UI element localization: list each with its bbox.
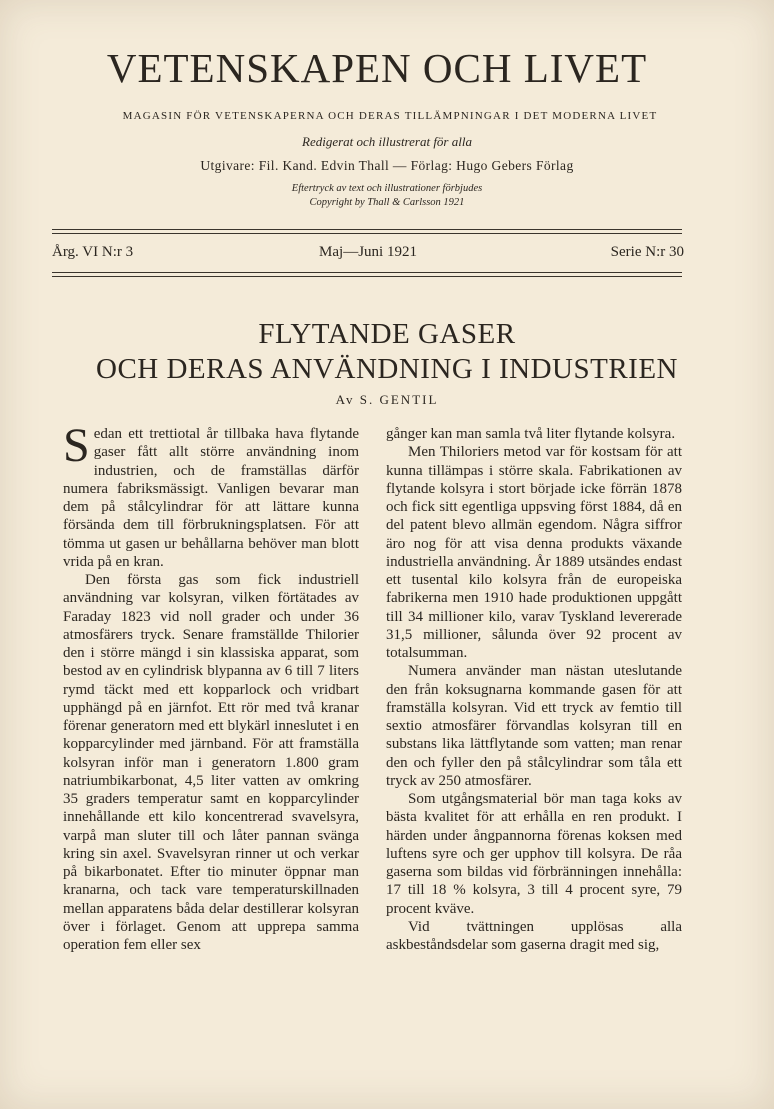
paragraph: Den första gas som fick industriell användning var kolsyran, vilken förtätades av Faraday 1823 vid noll grader och under 36 atmosfärers tryck. Senare framställde Thilorier den i större mängd i sin klassiska apparat, som bestod av en cylindrisk blypanna av 6 till 7 liters rymd täckt med ett kopparlock och vridbart upphängd på en järnfot. Ett rör med två kranar förenar generatorn med ett blykärl inneslutet i en kopparcylinder med järnband. För att framställa kolsyran inför man i generatorn 1.800 gram natriumbikarbonat, 4,5 liter vatten av omkring 35 graders temperatur samt en kopparcylinder innehållande ett kilo koncentrerad svavelsyra, varpå man sluter till och låter pannan svänga kring sin axel. Svavelsyran rinner ut och verkar på bikarbonatet. Efter tio minuter öppnar man kranarna, och tack vare temperaturskillnaden mellan apparatens båda delar destillerar kolsyran över i förlaget. Genom att upprepa samma operation fem eller sex [63,572,359,953]
rule-top-1 [52,229,682,230]
paragraph: gånger kan man samla två liter flytande kolsyra. [386,426,676,442]
column-right [386,425,682,954]
issue-info-row [52,244,684,264]
masthead-subtitle: MAGASIN FÖR VETENSKAPERNA OCH DERAS TILLÄMPNINGAR I DET MODERNA LIVET [122,110,658,122]
masthead-title: VETENSKAPEN OCH LIVET [106,45,648,91]
article-title-line-1: FLYTANDE GASER [258,318,516,350]
copyright-notice: Copyright by Thall & Carlsson 1921 [309,197,465,208]
issue-date: Maj—Juni 1921 [319,244,417,260]
paragraph: Vid tvättningen upplösas alla askbeståndsdelar som gaserna dragit med sig, [386,918,682,953]
paragraph: Numera använder man nästan uteslutande den från koksugnarna kommande gasen för att framställa kolsyran. Vid ett tryck av femtio till sextio atmosfärer förvandlas kolsyran till en substans lika lättflytande som vatten; man renar den och fyller den på stålcylindrar som tåla ett tryck av 250 atmosfärer. [386,663,682,789]
rule-bottom-2 [52,276,682,277]
issue-volume: Årg. VI N:r 3 [52,244,134,260]
paragraph: Sedan ett trettiotal år tillbaka hava flytande gaser fått allt större användning inom industrien, och de framställas därför numera fabriksmässigt. Vanligen bevarar man dem på stålcylindrar för att lättare kunna försända dem till förbrukningsplatsen. För att tömma ut gasen ur behållarna behöver man blott vrida på en kran. [63,419,359,570]
reprint-notice: Eftertryck av text och illustrationer förbjudes [291,183,483,194]
edited-line: Redigerat och illustrerat för alla [302,134,472,149]
paragraph: Som utgångsmaterial bör man taga koks av bästa kvalitet för att erhålla en ren produkt. I härden under ångpannorna förenas koksen med luftens syre och ger upphov till kolsyra. De råa gaserna som bildas vid förbränningen innehålla: 17 till 18 % kolsyra, 3 till 4 procent syre, 79 procent kväve. [386,791,682,917]
publisher-line: Utgivare: Fil. Kand. Edvin Thall — Förlag: Hugo Gebers Förlag [200,158,574,173]
column-left [63,419,359,954]
article-title-line-2: OCH DERAS ANVÄNDNING I INDUSTRIEN [96,353,678,385]
paragraph: Men Thiloriers metod var för kostsam för att kunna tillämpas i större skala. Fabrikationen av flytande kolsyra i stort började icke förrän 1878 och fick sitt egentliga uppsving först 1884, då en del patent blevo allmän egendom. Några siffror äro nog för att visa denna produkts växande industriella användning. År 1889 utsändes endast ett tusental kilo kolsyra från de europeiska fabrikerna men 1910 hade produktionen uppgått till 34 millioner kilo, varav Tyskland levererade 31,5 millioner, sålunda över 92 procent av totalsumman. [386,444,682,661]
rule-top-2 [52,233,682,234]
drop-cap: S [63,419,90,472]
rule-bottom-1 [52,272,682,273]
article-byline: Av S. GENTIL [335,392,439,407]
issue-series: Serie N:r 30 [610,244,684,260]
